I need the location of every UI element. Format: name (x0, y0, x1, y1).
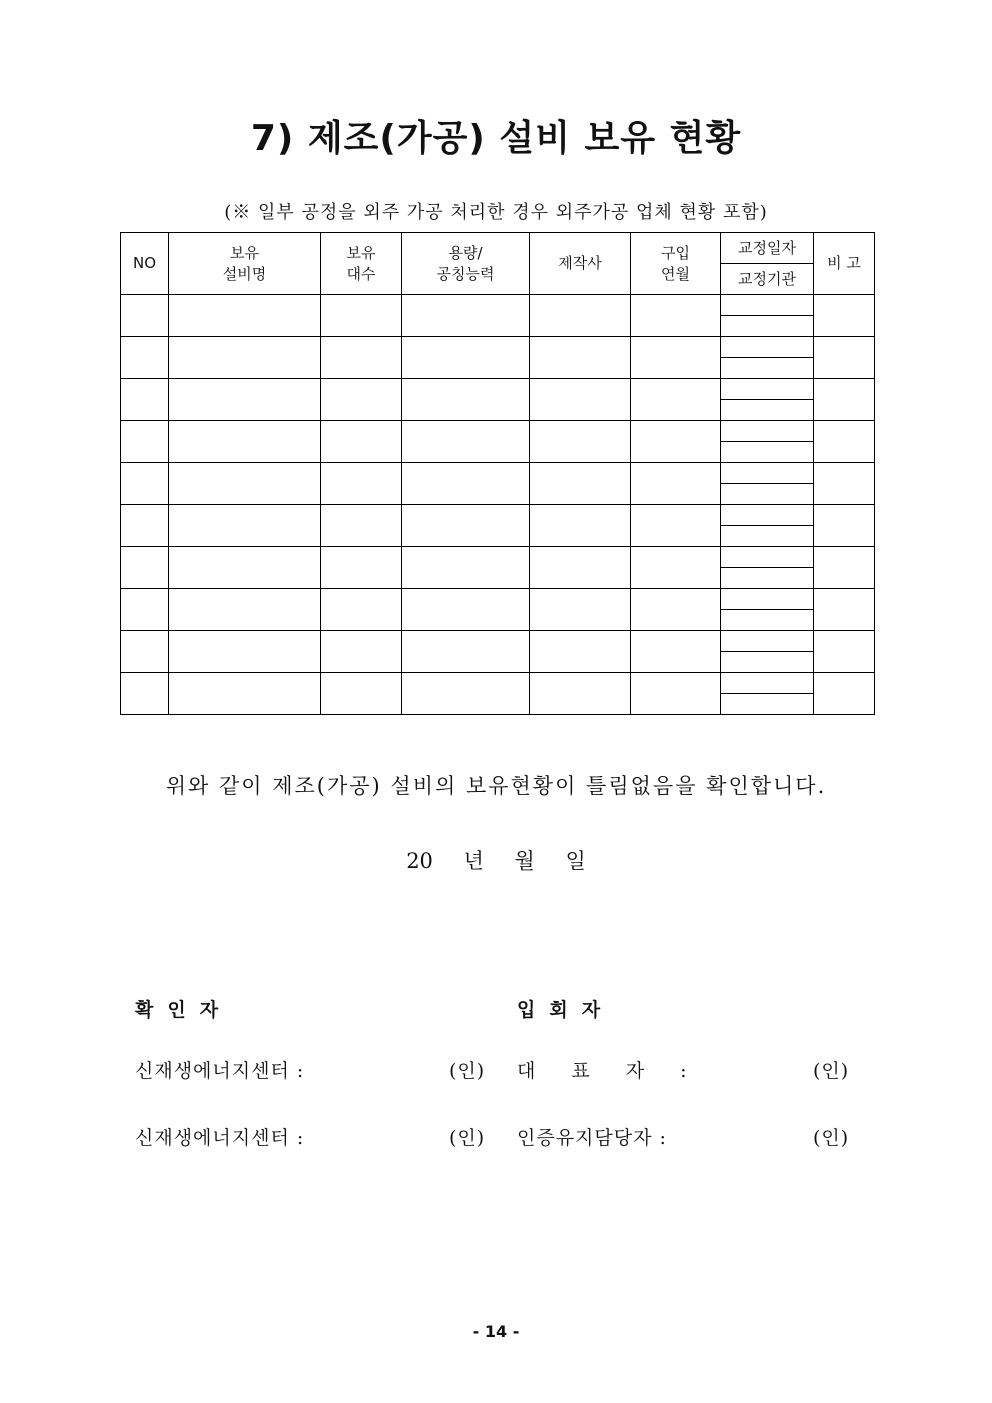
cell-remarks (814, 631, 875, 673)
confirmer-line-2-seal: (인) (449, 1127, 486, 1149)
table-note: (※ 일부 공정을 외주 가공 처리한 경우 외주가공 업체 현황 포함) (224, 202, 768, 223)
cell-remarks (814, 673, 875, 715)
table-row (121, 673, 875, 694)
cell-equipment-name (169, 295, 321, 337)
cell-remarks (814, 421, 875, 463)
cell-maker (530, 589, 631, 631)
cell-purchase-date (631, 421, 721, 463)
cell-quantity (321, 337, 402, 379)
header-maker: 제작사 (530, 233, 631, 295)
witness-line-2-label: 인증유지담당자 : (517, 1127, 667, 1149)
cell-maker (530, 379, 631, 421)
cell-no (121, 505, 169, 547)
cell-remarks (814, 379, 875, 421)
header-remarks: 비 고 (814, 233, 875, 295)
equipment-table (120, 232, 875, 715)
date-line: 20 년 월 일 (406, 849, 586, 873)
cell-remarks (814, 337, 875, 379)
cell-remarks (814, 547, 875, 589)
header-calibration-org: 교정기관 (721, 264, 814, 295)
cell-calibration-date (721, 673, 814, 694)
cell-calibration-date (721, 379, 814, 400)
cell-no (121, 421, 169, 463)
cell-quantity (321, 673, 402, 715)
cell-no (121, 547, 169, 589)
confirmation-statement: 위와 같이 제조(가공) 설비의 보유현황이 틀림없음을 확인합니다. (165, 774, 827, 798)
cell-equipment-name (169, 547, 321, 589)
confirmer-line-1-seal: (인) (449, 1060, 486, 1082)
confirmer-line-1-label: 신재생에너지센터 : (135, 1060, 305, 1082)
cell-no (121, 295, 169, 337)
cell-calibration-org (721, 694, 814, 715)
cell-remarks (814, 505, 875, 547)
cell-quantity (321, 463, 402, 505)
confirmer-heading: 확인자 (135, 999, 233, 1021)
cell-calibration-org (721, 358, 814, 379)
cell-no (121, 379, 169, 421)
cell-capacity (402, 463, 530, 505)
cell-purchase-date (631, 337, 721, 379)
cell-quantity (321, 505, 402, 547)
cell-purchase-date (631, 379, 721, 421)
cell-capacity (402, 379, 530, 421)
cell-calibration-date (721, 337, 814, 358)
cell-no (121, 463, 169, 505)
cell-calibration-org (721, 484, 814, 505)
confirmer-line-2-label: 신재생에너지센터 : (135, 1127, 305, 1149)
table-row (121, 421, 875, 442)
cell-remarks (814, 295, 875, 337)
header-equipment-name: 보유 설비명 (169, 233, 321, 295)
cell-purchase-date (631, 295, 721, 337)
cell-no (121, 589, 169, 631)
cell-quantity (321, 631, 402, 673)
cell-equipment-name (169, 337, 321, 379)
header-no: NO (121, 233, 169, 295)
cell-equipment-name (169, 463, 321, 505)
witness-heading: 입회자 (517, 999, 615, 1021)
cell-purchase-date (631, 505, 721, 547)
cell-quantity (321, 379, 402, 421)
cell-calibration-org (721, 652, 814, 673)
table-row (121, 589, 875, 610)
cell-calibration-date (721, 463, 814, 484)
cell-quantity (321, 547, 402, 589)
table-row (121, 337, 875, 358)
cell-maker (530, 337, 631, 379)
cell-maker (530, 631, 631, 673)
cell-calibration-date (721, 547, 814, 568)
cell-equipment-name (169, 589, 321, 631)
cell-capacity (402, 337, 530, 379)
cell-quantity (321, 589, 402, 631)
cell-no (121, 673, 169, 715)
witness-line-1-label: 대 표 자 : (517, 1060, 688, 1082)
cell-no (121, 631, 169, 673)
table-row (121, 379, 875, 400)
table-row (121, 505, 875, 526)
header-calibration-date: 교정일자 (721, 233, 814, 264)
cell-calibration-org (721, 568, 814, 589)
cell-capacity (402, 589, 530, 631)
table-row (121, 631, 875, 652)
cell-purchase-date (631, 589, 721, 631)
equipment-table-body (121, 295, 875, 715)
cell-maker (530, 421, 631, 463)
cell-calibration-date (721, 505, 814, 526)
cell-no (121, 337, 169, 379)
page-number: - 14 - (472, 1322, 520, 1341)
cell-maker (530, 295, 631, 337)
cell-equipment-name (169, 379, 321, 421)
header-purchase-date: 구입 연월 (631, 233, 721, 295)
header-capacity: 용량/ 공칭능력 (402, 233, 530, 295)
witness-line-2-seal: (인) (813, 1127, 850, 1149)
cell-calibration-org (721, 400, 814, 421)
header-quantity: 보유 대수 (321, 233, 402, 295)
cell-remarks (814, 463, 875, 505)
cell-quantity (321, 421, 402, 463)
cell-calibration-date (721, 631, 814, 652)
cell-quantity (321, 295, 402, 337)
cell-purchase-date (631, 463, 721, 505)
cell-maker (530, 673, 631, 715)
cell-calibration-date (721, 589, 814, 610)
witness-line-1-seal: (인) (813, 1060, 850, 1082)
cell-equipment-name (169, 673, 321, 715)
cell-capacity (402, 547, 530, 589)
cell-maker (530, 547, 631, 589)
cell-calibration-date (721, 295, 814, 316)
cell-capacity (402, 295, 530, 337)
cell-maker (530, 505, 631, 547)
cell-equipment-name (169, 421, 321, 463)
cell-purchase-date (631, 631, 721, 673)
cell-calibration-org (721, 526, 814, 547)
cell-maker (530, 463, 631, 505)
cell-capacity (402, 421, 530, 463)
cell-calibration-date (721, 421, 814, 442)
cell-capacity (402, 631, 530, 673)
table-row (121, 295, 875, 316)
cell-equipment-name (169, 631, 321, 673)
cell-capacity (402, 505, 530, 547)
table-row (121, 463, 875, 484)
cell-calibration-org (721, 610, 814, 631)
page-title: 7) 제조(가공) 설비 보유 현황 (250, 118, 742, 159)
table-row (121, 547, 875, 568)
cell-calibration-org (721, 316, 814, 337)
cell-equipment-name (169, 505, 321, 547)
cell-calibration-org (721, 442, 814, 463)
cell-purchase-date (631, 673, 721, 715)
cell-capacity (402, 673, 530, 715)
cell-purchase-date (631, 547, 721, 589)
cell-remarks (814, 589, 875, 631)
